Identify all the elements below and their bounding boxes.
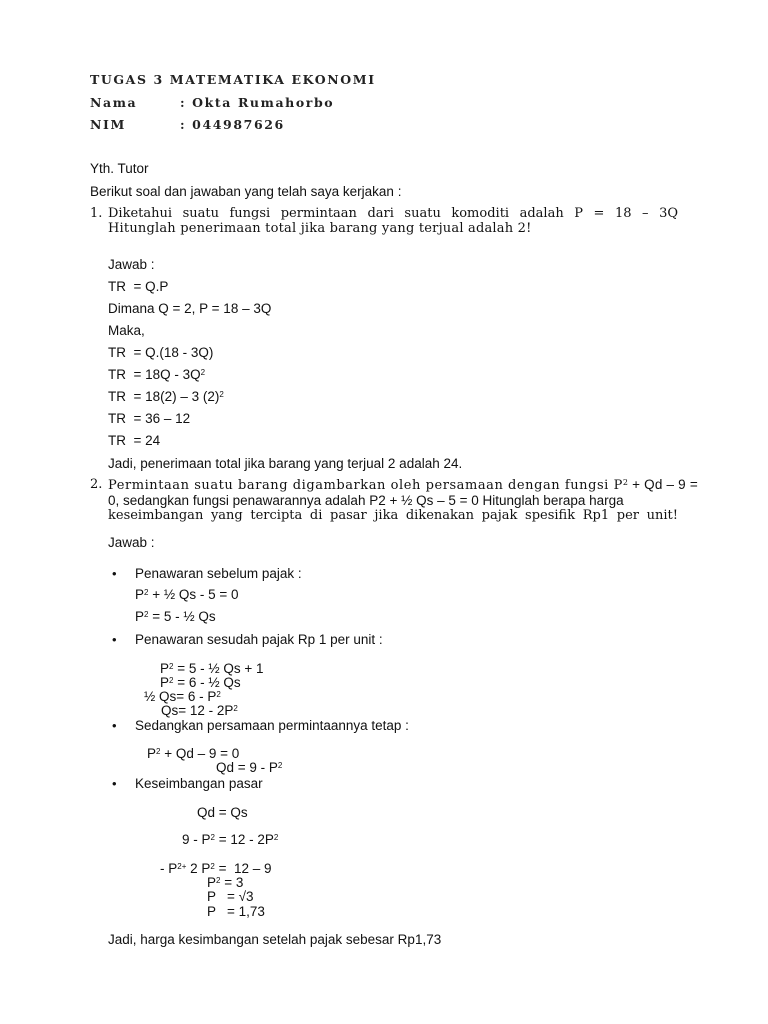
q1-step3: Maka, (108, 323, 145, 338)
q2-b4-eq2: $9 - P^2 = 12 - 2P^2$ (182, 832, 279, 847)
nim-label: NIM (90, 117, 126, 132)
q1-step1: TR = Q.P (108, 279, 169, 294)
q1-line1: Diketahui suatu fungsi permintaan dari suatu komoditi adalah P = 18 – 3Q (108, 206, 678, 221)
q2-b3-eq2: $Qd = 9 - P^2$ (216, 760, 283, 775)
q2-bullet1: Penawaran sebelum pajak : (135, 566, 302, 581)
bullet-icon: • (112, 632, 117, 647)
q2-b4-eq3: - $P^{2+}$ 2 $P^2 = 12 - 9$ (160, 861, 272, 876)
bullet-icon: • (112, 776, 117, 791)
q2-b4-eq5: P = √3 (207, 889, 254, 904)
q2-bullet2: Penawaran sesudah pajak Rp 1 per unit : (135, 632, 383, 647)
q1-step6: TR = 18(2) – 3 $(2)^2$ (108, 389, 224, 404)
q1-step4: TR = Q.(18 - 3Q) (108, 345, 214, 360)
q2-line2: 0, sedangkan fungsi penawarannya adalah P2 + ½ Qs – 5 = 0 Hitunglah berapa harga (108, 493, 624, 508)
q2-b2-eq1: $P^2 = 5$ - ½ Qs + 1 (160, 661, 264, 676)
q1-line2: Hitunglah penerimaan total jika barang yang terjual adalah 2! (108, 221, 532, 236)
q2-line3: keseimbangan yang tercipta di pasar jika dikenakan pajak spesifik Rp1 per unit! (108, 508, 678, 523)
q2-number: 2. (90, 477, 103, 492)
q2-b4-eq4: $P^2 = 3$ (207, 875, 244, 890)
q2-b1-eq1: $P^2$ + ½ Qs - 5 = 0 (135, 587, 239, 602)
nama-value: : Okta Rumahorbo (180, 95, 335, 110)
q2-bullet3: Sedangkan persamaan permintaannya tetap : (135, 718, 409, 733)
q2-bullet4: Keseimbangan pasar (135, 776, 263, 791)
q2-b4-eq1: Qd = Qs (197, 805, 248, 820)
nim-value: : 044987626 (180, 117, 285, 132)
q2-b1-eq2: $P^2 = 5$ - ½ Qs (135, 609, 216, 624)
q2-jawab: Jawab : (108, 535, 155, 550)
q1-conclusion: Jadi, penerimaan total jika barang yang terjual 2 adalah 24. (108, 456, 463, 471)
q2-b3-eq1: $P^2 + Qd - 9 = 0$ (147, 746, 240, 761)
q2-b4-eq6: P = 1,73 (207, 904, 265, 919)
q1-step2: Dimana Q = 2, P = 18 – 3Q (108, 301, 272, 316)
intro: Berikut soal dan jawaban yang telah saya kerjakan : (90, 184, 402, 199)
document-title: TUGAS 3 MATEMATIKA EKONOMI (90, 72, 376, 87)
q1-step7: TR = 36 – 12 (108, 411, 191, 426)
bullet-icon: • (112, 566, 117, 581)
q2-conclusion: Jadi, harga kesimbangan setelah pajak sebesar Rp1,73 (108, 932, 442, 947)
q2-line1: Permintaan suatu barang digambarkan oleh persamaan dengan fungsi $P^2 + Qd - 9$ = (108, 477, 698, 493)
q2-b2-eq2: $P^2 = 6$ - ½ Qs (160, 675, 241, 690)
q2-b2-eq3: ½ $Qs= 6 - P^2$ (144, 689, 221, 704)
nama-label: Nama (90, 95, 138, 110)
greeting: Yth. Tutor (90, 161, 149, 176)
q1-step5: TR = $18Q - 3Q^2$ (108, 367, 206, 382)
bullet-icon: • (112, 718, 117, 733)
q1-jawab: Jawab : (108, 257, 155, 272)
q2-b2-eq4: $Qs= 12 - 2P^2$ (161, 703, 238, 718)
q1-step8: TR = 24 (108, 433, 161, 448)
q1-number: 1. (90, 206, 103, 221)
